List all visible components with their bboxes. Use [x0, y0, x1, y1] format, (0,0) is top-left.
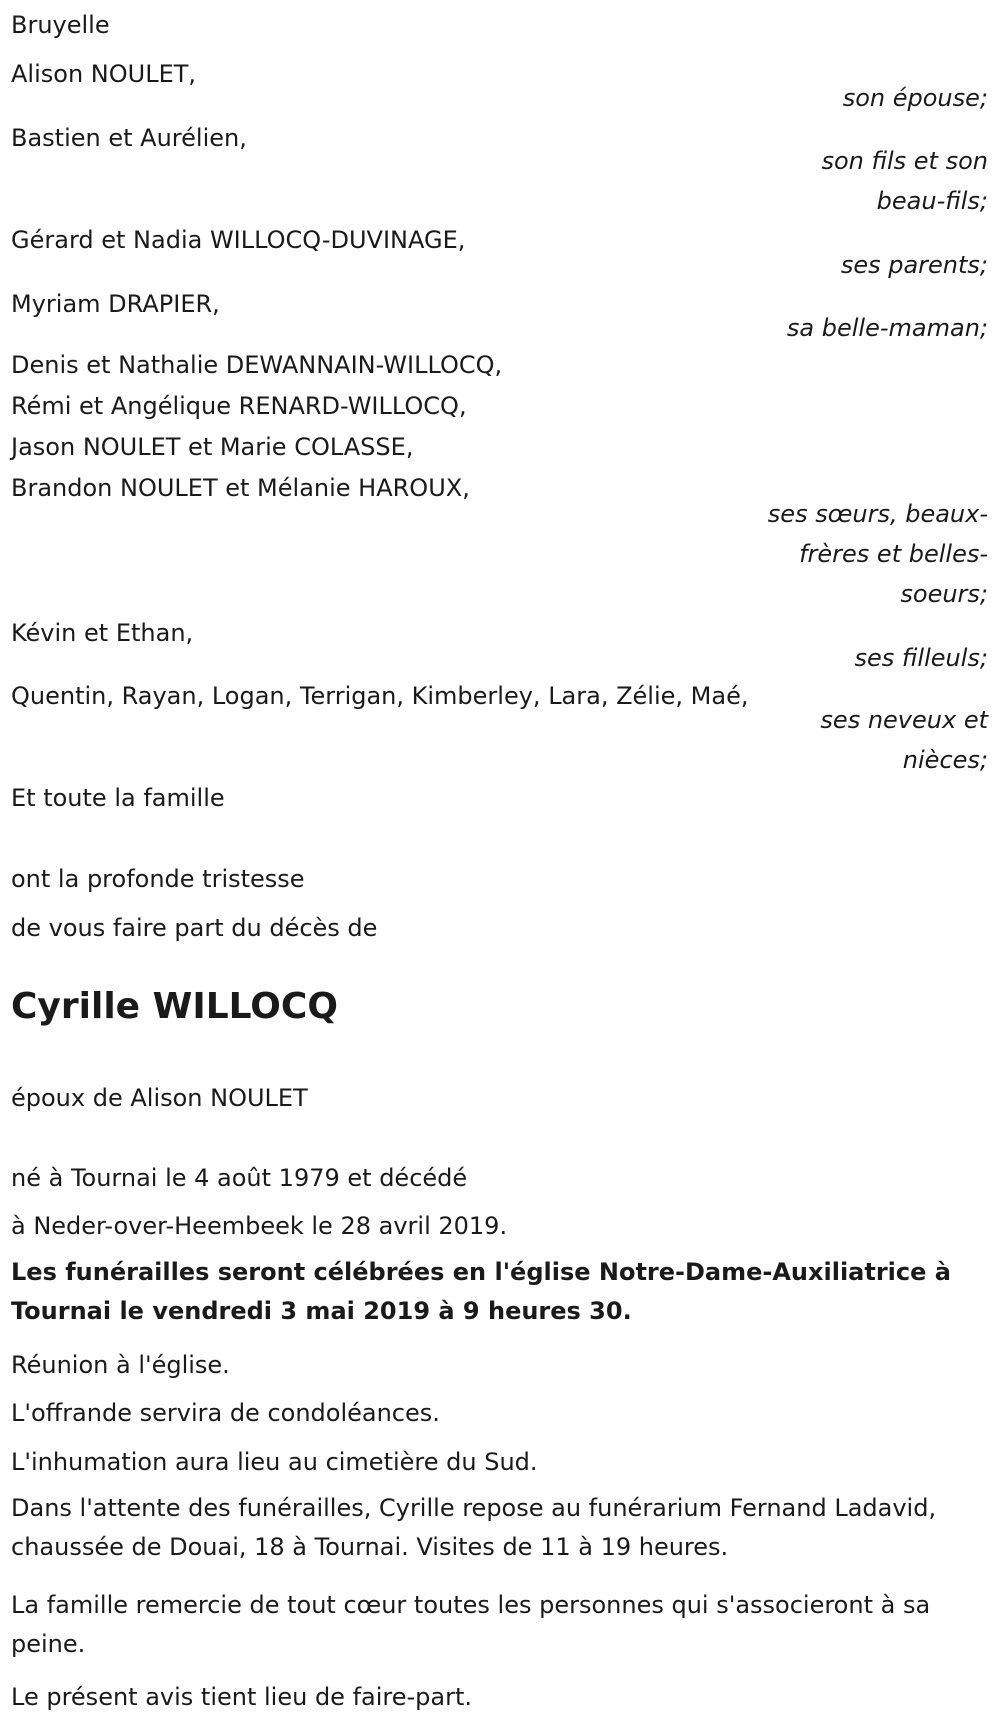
birth-line: né à Tournai le 4 août 1979 et décédé	[11, 1164, 468, 1192]
family-relation: son épouse;	[842, 84, 988, 112]
death-line: à Neder-over-Heembeek le 28 avril 2019.	[11, 1212, 508, 1240]
visitation-details: Dans l'attente des funérailles, Cyrille repose au funérarium Fernand Ladavid, chaussée de Douai, 18 à Tournai. Visites de 11 à 19 heures.	[11, 1494, 937, 1561]
family-name-line: Jason NOULET et Marie COLASSE,	[11, 433, 414, 461]
family-relation: ses neveux et nièces;	[820, 706, 988, 774]
family-name-line: Alison NOULET,	[11, 60, 197, 88]
family-name-line: Gérard et Nadia WILLOCQ-DUVINAGE,	[11, 226, 466, 254]
family-relation: ses sœurs, beaux-frères et belles-soeurs;	[767, 500, 988, 608]
announcement-line: de vous faire part du décès de	[11, 914, 378, 942]
family-name-line: Brandon NOULET et Mélanie HAROUX,	[11, 474, 470, 502]
family-name-line: Rémi et Angélique RENARD-WILLOCQ,	[11, 392, 467, 420]
family-relation: sa belle-maman;	[786, 314, 988, 342]
family-closing: Et toute la famille	[11, 784, 225, 812]
family-thanks: La famille remercie de tout cœur toutes les personnes qui s'associeront à sa peine.	[11, 1591, 931, 1658]
family-relation: ses parents;	[840, 251, 988, 279]
spouse-line: époux de Alison NOULET	[11, 1084, 308, 1112]
announcement-line: ont la profonde tristesse	[11, 865, 305, 893]
family-name-line: Myriam DRAPIER,	[11, 290, 220, 318]
family-name-line: Denis et Nathalie DEWANNAIN-WILLOCQ,	[11, 351, 503, 379]
detail-line: L'inhumation aura lieu au cimetière du Sud.	[11, 1448, 538, 1476]
notice-closing: Le présent avis tient lieu de faire-part.	[11, 1683, 473, 1711]
detail-line: L'offrande servira de condoléances.	[11, 1399, 440, 1427]
location: Bruyelle	[11, 11, 110, 39]
deceased-name: Cyrille WILLOCQ	[11, 986, 338, 1027]
family-name-line: Kévin et Ethan,	[11, 619, 194, 647]
family-relation: son fils et son beau-fils;	[821, 147, 988, 215]
family-name-line: Quentin, Rayan, Logan, Terrigan, Kimberley, Lara, Zélie, Maé,	[11, 682, 749, 710]
family-name-line: Bastien et Aurélien,	[11, 124, 247, 152]
detail-line: Réunion à l'église.	[11, 1351, 230, 1379]
family-relation: ses filleuls;	[854, 644, 988, 672]
funeral-details: Les funérailles seront célébrées en l'église Notre-Dame-Auxiliatrice à Tournai le vendredi 3 mai 2019 à 9 heures 30.	[11, 1258, 951, 1325]
